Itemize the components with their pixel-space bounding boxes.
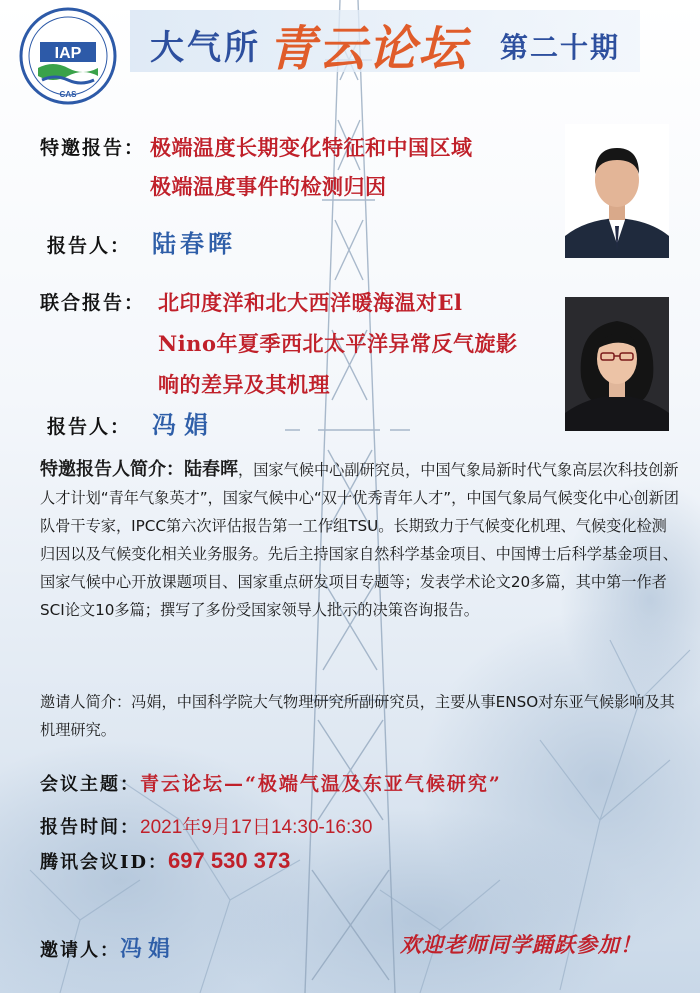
meeting-time-label: 报告时间： xyxy=(40,817,140,838)
keynote-speaker-label: 报告人： xyxy=(47,235,132,257)
joint-report-label: 联合报告： xyxy=(40,292,146,314)
meeting-time: 2021年9月17日14:30-16:30 xyxy=(140,817,373,838)
issue-number: 第二十期 xyxy=(500,31,621,64)
joint-speaker-photo xyxy=(565,297,669,431)
meeting-time-row xyxy=(40,812,372,839)
joint-speaker-label: 报告人： xyxy=(47,416,132,438)
meeting-id-label: 腾讯会议ID： xyxy=(40,852,169,873)
joint-title-line: 北印度洋和北大西洋暖海温对El xyxy=(158,290,463,315)
iap-logo xyxy=(18,6,118,106)
logo-text: IAP xyxy=(54,45,82,62)
keynote-speaker-intro xyxy=(40,456,680,624)
meeting-id: 697 530 373 xyxy=(168,848,291,873)
meeting-theme: 青云论坛—“极端气温及东亚气候研究” xyxy=(140,773,502,795)
keynote-speaker-name: 陆春晖 xyxy=(152,229,236,258)
inviter-row xyxy=(40,932,176,963)
intro-lead: 特邀报告人简介：陆春晖 xyxy=(40,459,238,480)
meeting-theme-row xyxy=(40,769,502,796)
keynote-label: 特邀报告： xyxy=(40,137,146,159)
joint-speaker-name: 冯娟 xyxy=(152,410,216,439)
inviter-label: 邀请人： xyxy=(40,940,120,961)
keynote-title-line: 极端温度事件的检测归因 xyxy=(150,174,387,199)
joint-title-line: Nino年夏季西北太平洋异常反气旋影 xyxy=(158,331,518,356)
intro-body: ，国家气候中心副研究员，中国气象局新时代气象高层次科技创新人才计划“青年气象英才”，国家气候中心“双十优秀青年人才”，中国气象局气候变化中心创新团队骨干专家，IPCC第六次评估报告第一工作组TSU。长期致力于气候变化机理、气候变化检测归因以及气候变化相关业务服务。先后主持国家自然科学基金项目、中国博士后科学基金项目、国家气候中心开放课题项目、国家重点研发项目专题等；发表学术论文20多篇，其中第一作者SCI论文10多篇；撰写了多份受国家领导人批示的决策咨询报告。 xyxy=(40,461,679,619)
keynote-speaker-photo xyxy=(565,124,669,258)
keynote-title-line: 极端温度长期变化特征和中国区域 xyxy=(150,135,473,160)
welcome-message: 欢迎老师同学踊跃参加！ xyxy=(400,932,642,957)
meeting-theme-label: 会议主题： xyxy=(40,774,140,795)
keynote-title xyxy=(150,128,550,206)
logo-org: CAS xyxy=(59,90,77,99)
inviter-intro: 邀请人简介：冯娟，中国科学院大气物理研究所副研究员，主要从事ENSO对东亚气候影响及其机理研究。 xyxy=(40,693,675,739)
joint-report-title xyxy=(158,282,543,405)
institute-name: 大气所 xyxy=(150,28,261,68)
joint-title-line: 响的差异及其机理 xyxy=(158,372,330,397)
inviter-name: 冯娟 xyxy=(120,936,177,962)
meeting-id-row xyxy=(40,848,290,874)
forum-name: 青云论坛 xyxy=(268,21,469,77)
